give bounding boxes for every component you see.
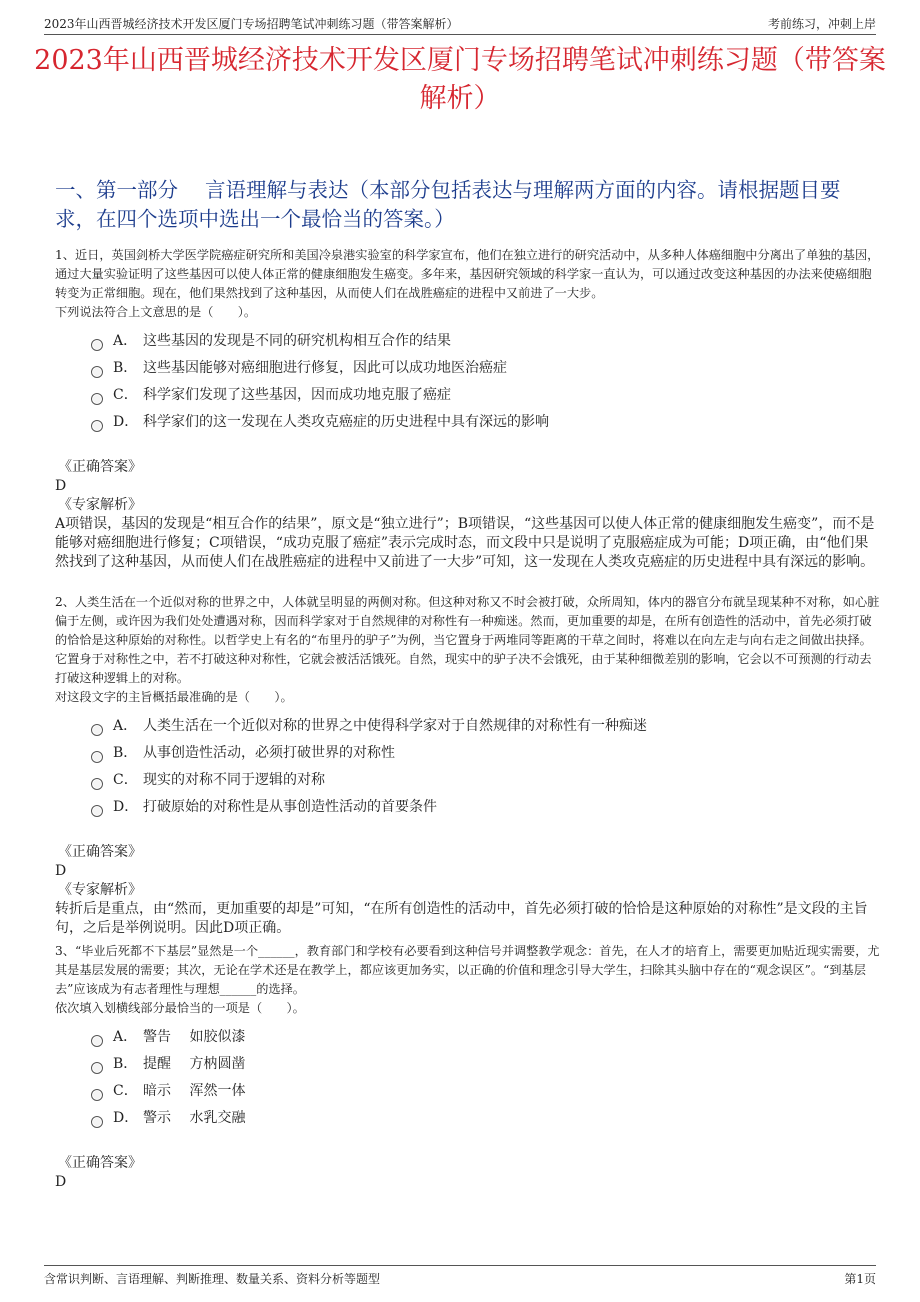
radio-icon[interactable] <box>91 339 103 351</box>
analysis-text: 转折后是重点，由“然而，更加重要的却是”可知，“在所有创造性的活动中，首先必须打破的恰恰是这种原始的对称性”是文段的主旨句，之后是举例说明。因此D项正确。 <box>55 901 868 936</box>
question-prompt: 依次填入划横线部分最恰当的一项是（ ）。 <box>55 1001 305 1015</box>
answer-value: D <box>55 1174 67 1190</box>
answer-label: 《正确答案》 <box>58 844 142 860</box>
option-d[interactable]: D． 警示 水乳交融 <box>91 1105 880 1132</box>
option-list <box>91 713 880 821</box>
radio-icon[interactable] <box>91 778 103 790</box>
option-c[interactable]: C． 现实的对称不同于逻辑的对称 <box>91 767 880 794</box>
radio-icon[interactable] <box>91 420 103 432</box>
question-3 <box>55 942 880 1192</box>
option-list <box>91 1024 880 1132</box>
header-title: 2023年山西晋城经济技术开发区厦门专场招聘笔试冲刺练习题（带答案解析） <box>44 17 459 31</box>
document-title: 2023年山西晋城经济技术开发区厦门专场招聘笔试冲刺练习题（带答案解析） <box>34 45 886 114</box>
answer-block <box>55 458 880 572</box>
radio-icon[interactable] <box>91 393 103 405</box>
option-c[interactable]: C． 科学家们发现了这些基因，因而成功地克服了癌症 <box>91 382 880 409</box>
question-stem: 2、人类生活在一个近似对称的世界之中，人体就呈明显的两侧对称。但这种对称又不时会被打破，众所周知，体内的器官分布就呈现某种不对称，如心脏偏于左侧，或许因为我们处处遭遇对称，因而科学家对于自然规律的对称性有一种痴迷。然而，更加重要的却是，在所有创造性的活动中，首先必须打破的恰恰是这种原始的对称性。以哲学史上有名的“布里丹的驴子”为例，当它置身于两堆同等距离的干草之间时，将难以在向左走与向右走之间做出抉择。它置身于对称性之中，若不打破这种对称性，它就会被活活饿死。自然，现实中的驴子决不会饿死，由于某种细微差别的影响，它会以不可预测的行动去打破这种逻辑上的对称。 <box>55 595 880 685</box>
answer-block <box>55 1154 880 1192</box>
option-b[interactable]: B． 从事创造性活动，必须打破世界的对称性 <box>91 740 880 767</box>
radio-icon[interactable] <box>91 1089 103 1101</box>
answer-value: D <box>55 863 67 879</box>
option-b[interactable]: B． 提醒 方枘圆凿 <box>91 1051 880 1078</box>
question-stem: 1、近日，英国剑桥大学医学院癌症研究所和美国冷泉港实验室的科学家宣布，他们在独立进行的研究活动中，从多种人体癌细胞中分离出了单独的基因，通过大量实验证明了这些基因可以使人体正常的健康细胞发生癌变。多年来，基因研究领域的科学家一直认为，可以通过改变这种基因的办法来使癌细胞转变为正常细胞。现在，他们果然找到了这种基因，从而使人们在战胜癌症的进程中又前进了一大步。 <box>55 248 880 300</box>
option-c[interactable]: C． 暗示 浑然一体 <box>91 1078 880 1105</box>
option-list <box>91 328 880 436</box>
section-heading: 一、第一部分 言语理解与表达（本部分包括表达与理解两方面的内容。请根据题目要求，在四个选项中选出一个最恰当的答案。） <box>55 178 841 231</box>
answer-label: 《正确答案》 <box>58 459 142 475</box>
question-prompt: 下列说法符合上文意思的是（ ）。 <box>55 305 257 319</box>
answer-label: 《正确答案》 <box>58 1155 142 1171</box>
question-stem: 3、“毕业后死都不下基层”显然是一个______，教育部门和学校有必要看到这种信号并调整教学观念：首先，在人才的培育上，需要更加贴近现实需要，尤其是基层发展的需要；其次，无论在学术还是在教学上，都应该更加务实，以正确的价值和理念引导大学生，扫除其头脑中存在的“观念误区”。“到基层去”应该成为有志者理性与理想______的选择。 <box>55 944 880 996</box>
option-d[interactable]: D． 打破原始的对称性是从事创造性活动的首要条件 <box>91 794 880 821</box>
radio-icon[interactable] <box>91 1062 103 1074</box>
radio-icon[interactable] <box>91 724 103 736</box>
option-b[interactable]: B． 这些基因能够对癌细胞进行修复，因此可以成功地医治癌症 <box>91 355 880 382</box>
question-1 <box>55 246 880 572</box>
page-footer <box>44 1265 876 1287</box>
option-d[interactable]: D． 科学家们的这一发现在人类攻克癌症的历史进程中具有深远的影响 <box>91 409 880 436</box>
radio-icon[interactable] <box>91 1035 103 1047</box>
footer-topics: 含常识判断、言语理解、判断推理、数量关系、资料分析等题型 <box>44 1272 381 1286</box>
analysis-label: 《专家解析》 <box>58 882 142 898</box>
question-2 <box>55 593 880 938</box>
analysis-label: 《专家解析》 <box>58 497 142 513</box>
page-header <box>44 10 876 35</box>
option-a[interactable]: A． 人类生活在一个近似对称的世界之中使得科学家对于自然规律的对称性有一种痴迷 <box>91 713 880 740</box>
page-number: 第1页 <box>844 1272 876 1286</box>
radio-icon[interactable] <box>91 805 103 817</box>
answer-value: D <box>55 478 67 494</box>
question-prompt: 对这段文字的主旨概括最准确的是（ ）。 <box>55 690 293 704</box>
header-slogan: 考前练习，冲刺上岸 <box>767 17 876 31</box>
radio-icon[interactable] <box>91 1116 103 1128</box>
radio-icon[interactable] <box>91 751 103 763</box>
analysis-text: A项错误，基因的发现是“相互合作的结果”，原文是“独立进行”；B项错误，“这些基因可以使人体正常的健康细胞发生癌变”，而不是能够对癌细胞进行修复；C项错误，“成功克服了癌症”表示完成时态，而文段中只是说明了克服癌症成为可能；D项正确，由“他们果然找到了这种基因，从而使人们在战胜癌症的进程中又前进了一大步”可知，这一发现在人类攻克癌症的历史进程中具有深远的影响。 <box>55 516 875 570</box>
answer-block <box>55 843 880 938</box>
option-a[interactable]: A． 警告 如胶似漆 <box>91 1024 880 1051</box>
radio-icon[interactable] <box>91 366 103 378</box>
option-a[interactable]: A． 这些基因的发现是不同的研究机构相互合作的结果 <box>91 328 880 355</box>
